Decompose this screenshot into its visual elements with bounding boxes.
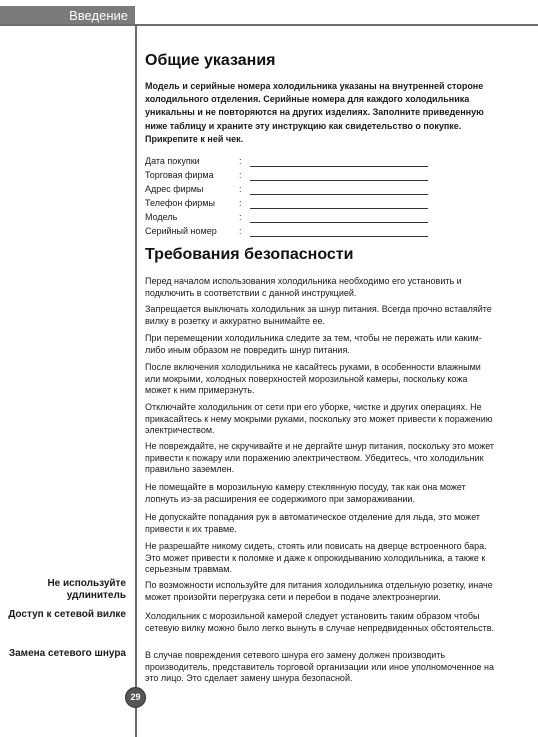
- safety-paragraph-cord-replacement: В случае повреждения сетевого шнура его замену должен производить производитель, представитель торговой организации или иное уполномоченное на это лицо. Это сделает замену шнура безопасной.: [145, 650, 495, 684]
- safety-paragraph: Запрещается выключать холодильник за шнур питания. Всегда прочно вставляйте вилку в розетку и аккуратно вынимайте ее.: [145, 304, 492, 326]
- field-label: Торговая фирма: [145, 170, 214, 180]
- form-row-serial: [145, 226, 435, 240]
- field-label: Телефон фирмы: [145, 198, 215, 208]
- side-note-extension: Не используйте удлинитель: [47, 578, 126, 601]
- general-intro: Модель и серийные номера холодильника указаны на внутренней стороне холодильного отделения. Серийные номера для каждого холодильника уникальны и не повторяются на других изделиях. Заполните приведенную ниже таблицу и храните эту инструкцию как свидетельство о покупке. Прикрепите к ней чек.: [145, 81, 484, 144]
- field-colon: :: [239, 226, 242, 236]
- safety-paragraph: Не повреждайте, не скручивайте и не дергайте шнур питания, поскольку это может привести к пожару или поражению электричеством. Убедитесь, что холодильник правильно заземлен.: [145, 441, 495, 475]
- field-label: Модель: [145, 212, 178, 222]
- form-row-purchase-date: [145, 156, 435, 170]
- safety-paragraph: Не допускайте попадания рук в автоматическое отделение для льда, это может привести к их травме.: [145, 512, 481, 534]
- field-colon: :: [239, 184, 242, 194]
- field-label: Адрес фирмы: [145, 184, 204, 194]
- field-colon: :: [239, 170, 242, 180]
- section-tab: Введение: [0, 6, 135, 25]
- margin-rule: [135, 24, 137, 737]
- page-number-badge: 29: [125, 687, 146, 708]
- field-colon: :: [239, 212, 242, 222]
- form-row-dealer: [145, 170, 435, 184]
- safety-paragraph: После включения холодильника не касайтесь руками, в особенности влажными или мокрыми, холодных поверхностей морозильной камеры, поскольку кожа может к ним примерзнуть.: [145, 362, 481, 396]
- header-bar: [0, 0, 538, 26]
- field-colon: :: [239, 198, 242, 208]
- safety-paragraph: Отключайте холодильник от сети при его уборке, чистке и других операциях. Не прикасайтесь к нему мокрыми руками, поскольку это может привести к поражению электричеством.: [145, 402, 493, 436]
- form-row-dealer-address: [145, 184, 435, 198]
- safety-paragraph: Не разрешайте никому сидеть, стоять или повисать на дверце встроенного бара. Это может привести к поломке и даже к опрокидыванию холодильника, а также к серьезным травмам.: [145, 541, 487, 575]
- safety-title: Требования безопасности: [145, 246, 354, 263]
- field-line: [250, 208, 428, 209]
- field-line: [250, 222, 428, 223]
- form-row-dealer-phone: [145, 198, 435, 212]
- safety-paragraph: Перед началом использования холодильника необходимо его установить и подключить в соответствии с данной инструкцией.: [145, 276, 462, 298]
- field-label: Дата покупки: [145, 156, 200, 166]
- field-line: [250, 180, 428, 181]
- field-colon: :: [239, 156, 242, 166]
- safety-paragraph: При перемещении холодильника следите за тем, чтобы не пережать или каким-либо иным образом не повредить шнур питания.: [145, 333, 482, 355]
- general-title: Общие указания: [145, 52, 276, 69]
- side-note-cord-replacement: Замена сетевого шнура: [8, 648, 126, 659]
- safety-paragraph: Не помещайте в морозильную камеру стеклянную посуду, так как она может лопнуть из-за расширения ее содержимого при замораживании.: [145, 482, 466, 504]
- field-label: Серийный номер: [145, 226, 217, 236]
- field-line: [250, 236, 428, 237]
- safety-paragraph-plug-access: Холодильник с морозильной камерой следует установить таким образом чтобы сетевую вилку можно было легко вынуть в случае непредвиденных обстоятельств.: [145, 611, 495, 633]
- form-row-model: [145, 212, 435, 226]
- side-note-plug-access: Доступ к сетевой вилке: [8, 609, 126, 620]
- safety-paragraph-separate-socket: По возможности используйте для питания холодильника отдельную розетку, иначе может произойти перегрузка сети и перебои в подаче электроэнергии.: [145, 580, 493, 602]
- header-rule: [0, 24, 538, 26]
- field-line: [250, 166, 428, 167]
- field-line: [250, 194, 428, 195]
